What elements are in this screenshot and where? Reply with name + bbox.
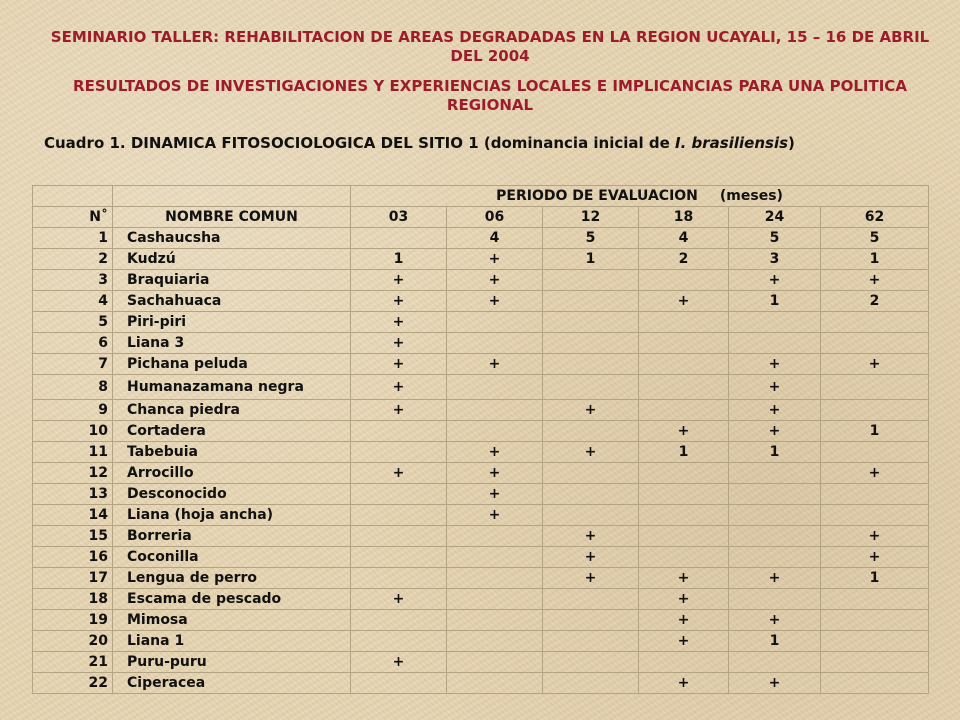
table-row xyxy=(33,421,929,442)
dominance-cell: 1 xyxy=(729,631,821,652)
col-header-month: 06 xyxy=(447,207,543,228)
blank-cell xyxy=(113,186,351,207)
dominance-cell xyxy=(543,463,639,484)
row-number: 3 xyxy=(33,270,113,291)
dominance-cell xyxy=(447,547,543,568)
dominance-cell xyxy=(729,589,821,610)
dominance-cell xyxy=(543,610,639,631)
seminar-title: SEMINARIO TALLER: REHABILITACION DE AREAS DEGRADADAS EN LA REGION UCAYALI, 15 – 16 DE ABRIL DEL 2004 xyxy=(50,28,930,65)
species-name: Liana 3 xyxy=(113,333,351,354)
table-caption xyxy=(44,134,795,152)
table-row xyxy=(33,568,929,589)
table-row xyxy=(33,400,929,421)
dominance-cell xyxy=(351,442,447,463)
dominance-cell: + xyxy=(351,312,447,333)
table-row xyxy=(33,526,929,547)
dominance-cell xyxy=(729,505,821,526)
dominance-cell xyxy=(729,652,821,673)
dominance-cell: + xyxy=(821,270,929,291)
dominance-cell: + xyxy=(351,463,447,484)
table-row xyxy=(33,312,929,333)
dominance-cell: + xyxy=(729,270,821,291)
species-name: Tabebuia xyxy=(113,442,351,463)
row-number: 5 xyxy=(33,312,113,333)
dominance-cell xyxy=(351,568,447,589)
dominance-cell xyxy=(543,270,639,291)
dominance-cell xyxy=(639,547,729,568)
dominance-cell xyxy=(639,526,729,547)
period-header-row xyxy=(33,186,929,207)
species-name: Liana 1 xyxy=(113,631,351,652)
dominance-cell: + xyxy=(447,270,543,291)
col-header-month: 03 xyxy=(351,207,447,228)
dominance-cell: 3 xyxy=(729,249,821,270)
dominance-cell xyxy=(543,333,639,354)
dominance-cell: 1 xyxy=(543,249,639,270)
table-row xyxy=(33,228,929,249)
dominance-cell: + xyxy=(351,354,447,375)
column-header-row xyxy=(33,207,929,228)
dominance-cell xyxy=(447,610,543,631)
dominance-cell xyxy=(639,463,729,484)
species-name: Arrocillo xyxy=(113,463,351,484)
dominance-cell: + xyxy=(447,484,543,505)
dominance-cell: + xyxy=(729,400,821,421)
row-number: 8 xyxy=(33,375,113,400)
period-label: PERIODO DE EVALUACION xyxy=(496,187,698,204)
dominance-cell: + xyxy=(729,610,821,631)
dominance-cell: + xyxy=(639,610,729,631)
dominance-cell: + xyxy=(821,354,929,375)
dominance-cell xyxy=(821,673,929,694)
dominance-cell xyxy=(351,421,447,442)
dominance-cell xyxy=(639,652,729,673)
dominance-cell: + xyxy=(543,568,639,589)
dominance-cell xyxy=(639,505,729,526)
dominance-cell xyxy=(729,312,821,333)
dominance-cell: + xyxy=(351,291,447,312)
dominance-cell: 5 xyxy=(543,228,639,249)
dominance-cell: + xyxy=(729,375,821,400)
species-name: Sachahuaca xyxy=(113,291,351,312)
dominance-cell: + xyxy=(351,589,447,610)
species-name: Liana (hoja ancha) xyxy=(113,505,351,526)
table-row xyxy=(33,631,929,652)
dominance-cell: + xyxy=(729,673,821,694)
col-header-month: 62 xyxy=(821,207,929,228)
dominance-cell: + xyxy=(729,354,821,375)
row-number: 7 xyxy=(33,354,113,375)
dominance-cell xyxy=(639,484,729,505)
dominance-cell: + xyxy=(639,421,729,442)
dominance-cell xyxy=(351,505,447,526)
table-row xyxy=(33,610,929,631)
table-row xyxy=(33,354,929,375)
results-subtitle: RESULTADOS DE INVESTIGACIONES Y EXPERIENCIAS LOCALES E IMPLICANCIAS PARA UNA POLITICA REGIONAL xyxy=(73,77,907,114)
dominance-cell: + xyxy=(447,505,543,526)
row-number: 20 xyxy=(33,631,113,652)
table-row xyxy=(33,673,929,694)
dominance-cell xyxy=(351,610,447,631)
dominance-cell xyxy=(543,652,639,673)
dominance-cell xyxy=(447,652,543,673)
dominance-cell: + xyxy=(447,442,543,463)
col-header-month: 12 xyxy=(543,207,639,228)
table-row xyxy=(33,270,929,291)
dominance-cell: + xyxy=(729,421,821,442)
species-name: Chanca piedra xyxy=(113,400,351,421)
phytosociology-table xyxy=(32,185,929,694)
species-name: Pichana peluda xyxy=(113,354,351,375)
row-number: 18 xyxy=(33,589,113,610)
dominance-cell: 5 xyxy=(729,228,821,249)
dominance-cell xyxy=(543,673,639,694)
dominance-cell xyxy=(543,291,639,312)
dominance-cell xyxy=(351,673,447,694)
dominance-cell xyxy=(639,270,729,291)
table-row xyxy=(33,249,929,270)
dominance-cell xyxy=(543,375,639,400)
dominance-cell: + xyxy=(447,249,543,270)
dominance-cell xyxy=(821,442,929,463)
dominance-cell xyxy=(447,631,543,652)
table-row xyxy=(33,484,929,505)
dominance-cell: 1 xyxy=(821,249,929,270)
dominance-cell xyxy=(543,484,639,505)
dominance-cell: + xyxy=(639,631,729,652)
dominance-cell: + xyxy=(447,463,543,484)
dominance-cell xyxy=(543,312,639,333)
dominance-cell xyxy=(447,526,543,547)
table-row xyxy=(33,333,929,354)
row-number: 14 xyxy=(33,505,113,526)
species-name: Desconocido xyxy=(113,484,351,505)
species-name: Lengua de perro xyxy=(113,568,351,589)
col-header-name: NOMBRE COMUN xyxy=(113,207,351,228)
row-number: 9 xyxy=(33,400,113,421)
dominance-cell xyxy=(639,400,729,421)
row-number: 17 xyxy=(33,568,113,589)
dominance-cell: 2 xyxy=(639,249,729,270)
dominance-cell xyxy=(821,312,929,333)
dominance-cell xyxy=(351,547,447,568)
table-row xyxy=(33,442,929,463)
species-name: Mimosa xyxy=(113,610,351,631)
dominance-cell xyxy=(447,333,543,354)
dominance-cell: 4 xyxy=(639,228,729,249)
dominance-cell: + xyxy=(543,547,639,568)
dominance-cell xyxy=(543,631,639,652)
dominance-cell xyxy=(447,312,543,333)
dominance-cell xyxy=(729,333,821,354)
table-body xyxy=(33,228,929,694)
dominance-cell xyxy=(447,673,543,694)
row-number: 13 xyxy=(33,484,113,505)
dominance-cell: + xyxy=(639,291,729,312)
col-header-number: N˚ xyxy=(33,207,113,228)
species-name: Escama de pescado xyxy=(113,589,351,610)
dominance-cell: 1 xyxy=(351,249,447,270)
caption-close: ) xyxy=(788,134,795,152)
dominance-cell xyxy=(351,526,447,547)
caption-species: I. brasiliensis xyxy=(675,134,789,152)
dominance-cell xyxy=(639,312,729,333)
row-number: 22 xyxy=(33,673,113,694)
period-header xyxy=(351,186,929,207)
dominance-cell xyxy=(729,547,821,568)
dominance-cell: + xyxy=(351,333,447,354)
dominance-cell: 1 xyxy=(729,291,821,312)
species-name: Cortadera xyxy=(113,421,351,442)
period-unit: (meses) xyxy=(719,187,783,204)
species-name: Piri-piri xyxy=(113,312,351,333)
dominance-cell xyxy=(543,354,639,375)
table-row xyxy=(33,505,929,526)
dominance-cell xyxy=(447,375,543,400)
dominance-cell xyxy=(447,400,543,421)
row-number: 4 xyxy=(33,291,113,312)
dominance-cell: 1 xyxy=(821,421,929,442)
dominance-cell xyxy=(543,421,639,442)
dominance-cell xyxy=(447,421,543,442)
dominance-cell: 2 xyxy=(821,291,929,312)
dominance-cell xyxy=(639,375,729,400)
dominance-cell: + xyxy=(821,526,929,547)
dominance-cell: 4 xyxy=(447,228,543,249)
dominance-cell xyxy=(821,505,929,526)
dominance-cell xyxy=(351,484,447,505)
species-name: Kudzú xyxy=(113,249,351,270)
col-header-month: 18 xyxy=(639,207,729,228)
dominance-cell: + xyxy=(729,568,821,589)
dominance-cell: + xyxy=(543,526,639,547)
species-name: Borreria xyxy=(113,526,351,547)
species-name: Puru-puru xyxy=(113,652,351,673)
row-number: 6 xyxy=(33,333,113,354)
row-number: 1 xyxy=(33,228,113,249)
dominance-cell xyxy=(821,589,929,610)
species-name: Ciperacea xyxy=(113,673,351,694)
dominance-cell xyxy=(639,333,729,354)
dominance-cell xyxy=(821,631,929,652)
blank-cell xyxy=(33,186,113,207)
row-number: 12 xyxy=(33,463,113,484)
table-row xyxy=(33,652,929,673)
table-row xyxy=(33,375,929,400)
dominance-cell: 1 xyxy=(729,442,821,463)
col-header-month: 24 xyxy=(729,207,821,228)
dominance-cell: + xyxy=(447,354,543,375)
dominance-cell xyxy=(447,568,543,589)
row-number: 15 xyxy=(33,526,113,547)
dominance-cell xyxy=(639,354,729,375)
dominance-cell xyxy=(729,484,821,505)
caption-text: Cuadro 1. DINAMICA FITOSOCIOLOGICA DEL SITIO 1 (dominancia inicial de xyxy=(44,134,676,152)
dominance-cell xyxy=(729,526,821,547)
dominance-cell: + xyxy=(351,375,447,400)
row-number: 21 xyxy=(33,652,113,673)
dominance-cell: 1 xyxy=(821,568,929,589)
row-number: 2 xyxy=(33,249,113,270)
dominance-cell: + xyxy=(543,400,639,421)
species-name: Coconilla xyxy=(113,547,351,568)
dominance-cell: + xyxy=(639,589,729,610)
row-number: 19 xyxy=(33,610,113,631)
species-name: Cashaucsha xyxy=(113,228,351,249)
dominance-cell: 5 xyxy=(821,228,929,249)
dominance-cell: 1 xyxy=(639,442,729,463)
table-row xyxy=(33,547,929,568)
dominance-cell: + xyxy=(351,270,447,291)
dominance-cell xyxy=(821,400,929,421)
dominance-cell xyxy=(821,610,929,631)
dominance-cell: + xyxy=(821,463,929,484)
dominance-cell xyxy=(821,333,929,354)
row-number: 11 xyxy=(33,442,113,463)
species-name: Braquiaria xyxy=(113,270,351,291)
row-number: 16 xyxy=(33,547,113,568)
dominance-cell xyxy=(821,375,929,400)
row-number: 10 xyxy=(33,421,113,442)
dominance-cell xyxy=(351,228,447,249)
table-row xyxy=(33,463,929,484)
table-row xyxy=(33,291,929,312)
dominance-cell: + xyxy=(543,442,639,463)
dominance-cell: + xyxy=(639,568,729,589)
table-row xyxy=(33,589,929,610)
dominance-cell: + xyxy=(821,547,929,568)
dominance-cell: + xyxy=(351,400,447,421)
dominance-cell xyxy=(821,652,929,673)
dominance-cell xyxy=(447,589,543,610)
dominance-cell xyxy=(543,589,639,610)
dominance-cell: + xyxy=(351,652,447,673)
dominance-cell xyxy=(351,631,447,652)
dominance-cell: + xyxy=(639,673,729,694)
dominance-cell xyxy=(543,505,639,526)
dominance-cell xyxy=(821,484,929,505)
species-name: Humanazamana negra xyxy=(113,375,351,400)
dominance-cell: + xyxy=(447,291,543,312)
dominance-cell xyxy=(729,463,821,484)
